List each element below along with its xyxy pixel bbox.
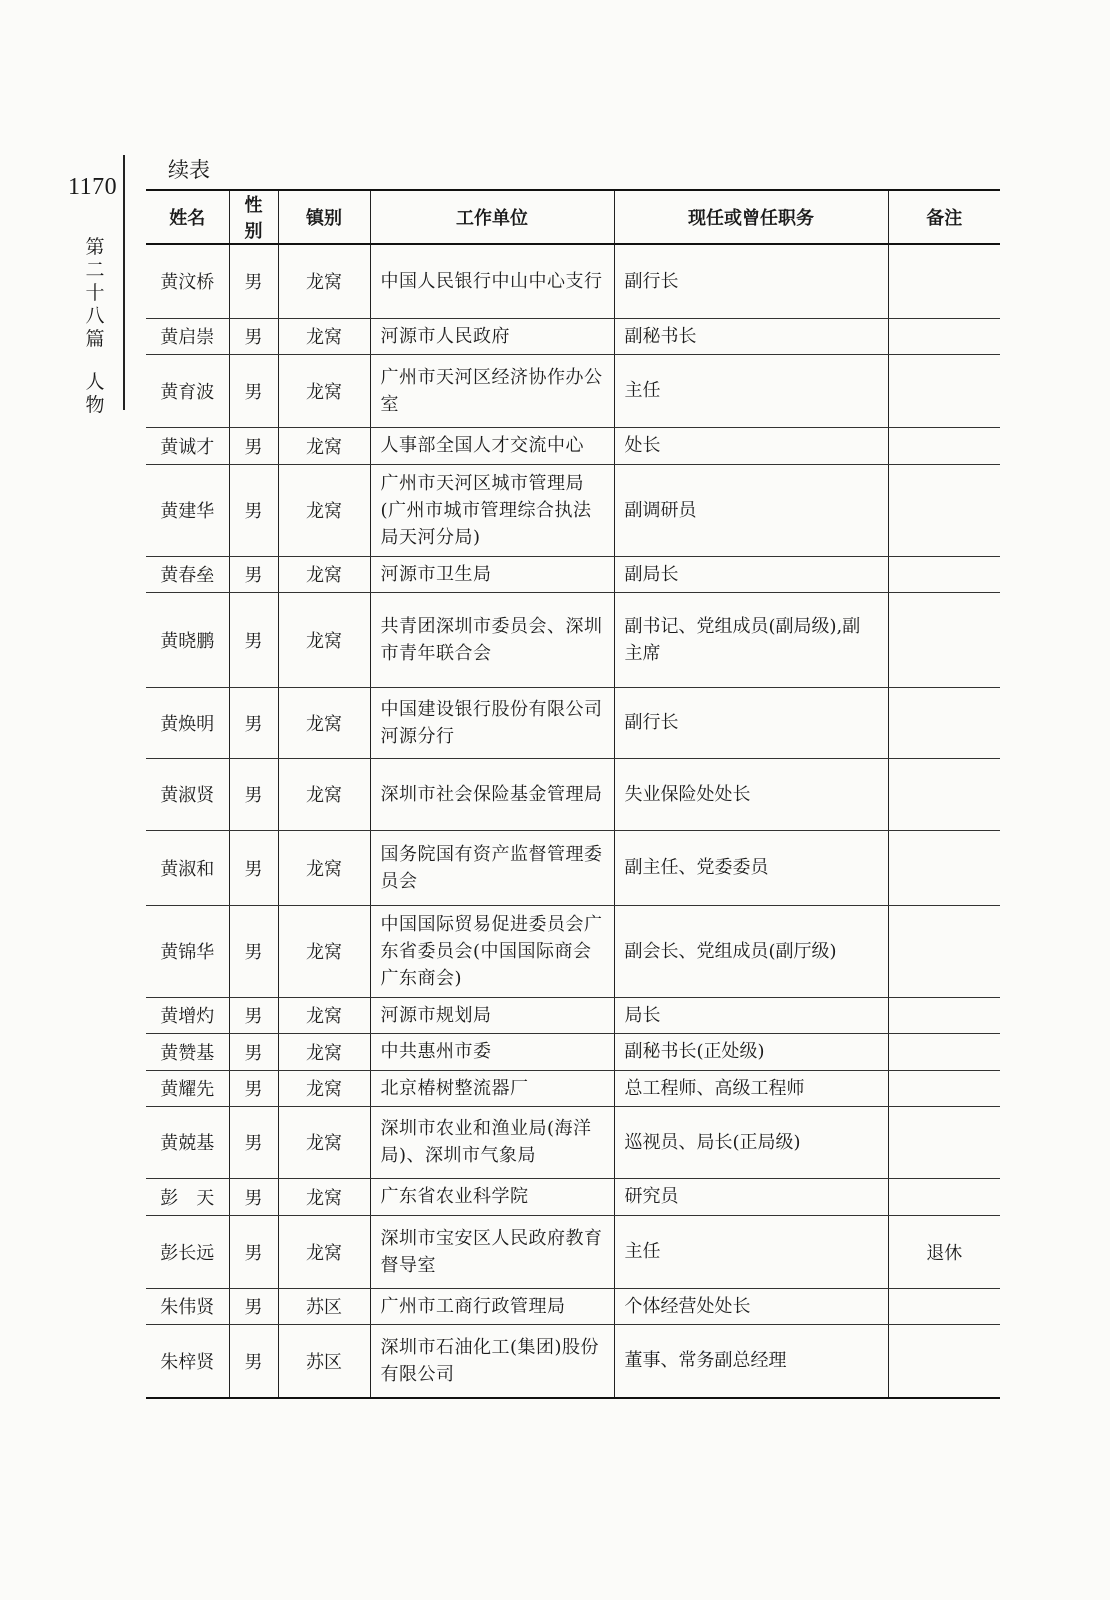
cell-note xyxy=(888,687,1000,758)
cell-name: 黄赞基 xyxy=(146,1033,229,1070)
header-work-unit: 工作单位 xyxy=(370,190,614,244)
cell-note xyxy=(888,905,1000,997)
cell-note xyxy=(888,1070,1000,1106)
cell-sex: 男 xyxy=(229,830,278,905)
cell-name: 彭长远 xyxy=(146,1215,229,1288)
table-row xyxy=(146,427,1000,464)
cell-name: 黄淑和 xyxy=(146,830,229,905)
cell-sex: 男 xyxy=(229,556,278,592)
cell-position: 处长 xyxy=(614,427,888,464)
cell-name: 朱伟贤 xyxy=(146,1288,229,1324)
cell-note xyxy=(888,830,1000,905)
cell-town: 苏区 xyxy=(278,1324,370,1398)
cell-sex: 男 xyxy=(229,318,278,354)
cell-work-unit: 中共惠州市委 xyxy=(370,1033,614,1070)
cell-sex: 男 xyxy=(229,427,278,464)
cell-name: 彭 天 xyxy=(146,1178,229,1215)
cell-position: 副书记、党组成员(副局级),副主席 xyxy=(614,592,888,687)
cell-sex: 男 xyxy=(229,354,278,427)
cell-sex: 男 xyxy=(229,592,278,687)
cell-position: 研究员 xyxy=(614,1178,888,1215)
cell-note xyxy=(888,1324,1000,1398)
cell-town: 龙窝 xyxy=(278,1215,370,1288)
table-row xyxy=(146,1106,1000,1178)
section-label-char: 十 xyxy=(85,282,105,304)
cell-sex: 男 xyxy=(229,1070,278,1106)
cell-sex: 男 xyxy=(229,1288,278,1324)
cell-work-unit: 共青团深圳市委员会、深圳市青年联合会 xyxy=(370,592,614,687)
cell-town: 龙窝 xyxy=(278,1106,370,1178)
cell-name: 黄兢基 xyxy=(146,1106,229,1178)
cell-note xyxy=(888,1106,1000,1178)
table-row xyxy=(146,556,1000,592)
cell-position: 副秘书长(正处级) xyxy=(614,1033,888,1070)
cell-sex: 男 xyxy=(229,1178,278,1215)
cell-position: 副行长 xyxy=(614,687,888,758)
cell-sex: 男 xyxy=(229,758,278,830)
cell-note xyxy=(888,1178,1000,1215)
cell-work-unit: 深圳市农业和渔业局(海洋局)、深圳市气象局 xyxy=(370,1106,614,1178)
cell-town: 龙窝 xyxy=(278,1178,370,1215)
cell-town: 龙窝 xyxy=(278,556,370,592)
cell-sex: 男 xyxy=(229,1324,278,1398)
cell-note xyxy=(888,556,1000,592)
cell-name: 黄育波 xyxy=(146,354,229,427)
cell-work-unit: 北京椿树整流器厂 xyxy=(370,1070,614,1106)
cell-name: 黄春垒 xyxy=(146,556,229,592)
section-label xyxy=(84,236,106,417)
cell-position: 董事、常务副总经理 xyxy=(614,1324,888,1398)
cell-town: 龙窝 xyxy=(278,592,370,687)
cell-sex: 男 xyxy=(229,1215,278,1288)
personnel-table xyxy=(146,189,1000,1399)
cell-note xyxy=(888,427,1000,464)
cell-town: 龙窝 xyxy=(278,318,370,354)
cell-sex: 男 xyxy=(229,905,278,997)
cell-work-unit: 人事部全国人才交流中心 xyxy=(370,427,614,464)
table-row xyxy=(146,318,1000,354)
cell-work-unit: 深圳市宝安区人民政府教育督导室 xyxy=(370,1215,614,1288)
cell-note xyxy=(888,758,1000,830)
cell-work-unit: 河源市卫生局 xyxy=(370,556,614,592)
cell-sex: 男 xyxy=(229,997,278,1033)
section-label-char: 人 xyxy=(85,371,105,393)
cell-name: 黄建华 xyxy=(146,464,229,556)
cell-town: 龙窝 xyxy=(278,464,370,556)
table-row xyxy=(146,1070,1000,1106)
section-label-char: 篇 xyxy=(85,328,105,350)
cell-work-unit: 广东省农业科学院 xyxy=(370,1178,614,1215)
cell-note xyxy=(888,464,1000,556)
cell-work-unit: 中国人民银行中山中心支行 xyxy=(370,244,614,318)
cell-work-unit: 深圳市石油化工(集团)股份有限公司 xyxy=(370,1324,614,1398)
cell-town: 龙窝 xyxy=(278,354,370,427)
cell-note xyxy=(888,997,1000,1033)
cell-name: 黄淑贤 xyxy=(146,758,229,830)
table-row xyxy=(146,1288,1000,1324)
cell-position: 主任 xyxy=(614,1215,888,1288)
cell-position: 主任 xyxy=(614,354,888,427)
header-position: 现任或曾任职务 xyxy=(614,190,888,244)
table-row xyxy=(146,1324,1000,1398)
table-row xyxy=(146,758,1000,830)
cell-town: 龙窝 xyxy=(278,1033,370,1070)
cell-town: 龙窝 xyxy=(278,687,370,758)
cell-position: 副局长 xyxy=(614,556,888,592)
cell-town: 龙窝 xyxy=(278,830,370,905)
cell-position: 个体经营处处长 xyxy=(614,1288,888,1324)
cell-sex: 男 xyxy=(229,1033,278,1070)
cell-note xyxy=(888,354,1000,427)
cell-work-unit: 深圳市社会保险基金管理局 xyxy=(370,758,614,830)
cell-position: 副行长 xyxy=(614,244,888,318)
cell-name: 黄增灼 xyxy=(146,997,229,1033)
table-row xyxy=(146,592,1000,687)
cell-position: 副会长、党组成员(副厅级) xyxy=(614,905,888,997)
cell-name: 朱梓贤 xyxy=(146,1324,229,1398)
cell-name: 黄耀先 xyxy=(146,1070,229,1106)
side-rule xyxy=(123,155,125,410)
table-row xyxy=(146,1178,1000,1215)
cell-position: 总工程师、高级工程师 xyxy=(614,1070,888,1106)
cell-position: 失业保险处处长 xyxy=(614,758,888,830)
table-row xyxy=(146,354,1000,427)
cell-town: 龙窝 xyxy=(278,244,370,318)
table-row xyxy=(146,687,1000,758)
cell-town: 龙窝 xyxy=(278,997,370,1033)
section-label-char: 八 xyxy=(85,305,105,327)
cell-name: 黄诚才 xyxy=(146,427,229,464)
header-town: 镇别 xyxy=(278,190,370,244)
cell-name: 黄锦华 xyxy=(146,905,229,997)
cell-note xyxy=(888,318,1000,354)
cell-town: 龙窝 xyxy=(278,905,370,997)
cell-position: 局长 xyxy=(614,997,888,1033)
table-row xyxy=(146,905,1000,997)
cell-name: 黄汶桥 xyxy=(146,244,229,318)
cell-work-unit: 河源市规划局 xyxy=(370,997,614,1033)
cell-town: 苏区 xyxy=(278,1288,370,1324)
cell-note xyxy=(888,1288,1000,1324)
table-row xyxy=(146,997,1000,1033)
cell-position: 副调研员 xyxy=(614,464,888,556)
table-row xyxy=(146,244,1000,318)
cell-work-unit: 广州市天河区城市管理局(广州市城市管理综合执法局天河分局) xyxy=(370,464,614,556)
cell-name: 黄启崇 xyxy=(146,318,229,354)
continued-label: 续表 xyxy=(168,158,210,182)
cell-work-unit: 广州市工商行政管理局 xyxy=(370,1288,614,1324)
table-row xyxy=(146,1215,1000,1288)
section-label-char: 第 xyxy=(85,236,105,258)
cell-sex: 男 xyxy=(229,687,278,758)
header-name: 姓名 xyxy=(146,190,229,244)
cell-position: 副主任、党委委员 xyxy=(614,830,888,905)
header-note: 备注 xyxy=(888,190,1000,244)
cell-position: 副秘书长 xyxy=(614,318,888,354)
page-number: 1170 xyxy=(68,174,118,200)
table-body xyxy=(146,244,1000,1398)
cell-work-unit: 中国国际贸易促进委员会广东省委员会(中国国际商会广东商会) xyxy=(370,905,614,997)
cell-work-unit: 广州市天河区经济协作办公室 xyxy=(370,354,614,427)
cell-work-unit: 中国建设银行股份有限公司河源分行 xyxy=(370,687,614,758)
cell-sex: 男 xyxy=(229,244,278,318)
cell-work-unit: 国务院国有资产监督管理委员会 xyxy=(370,830,614,905)
cell-name: 黄焕明 xyxy=(146,687,229,758)
cell-town: 龙窝 xyxy=(278,1070,370,1106)
cell-work-unit: 河源市人民政府 xyxy=(370,318,614,354)
table-row xyxy=(146,1033,1000,1070)
cell-position: 巡视员、局长(正局级) xyxy=(614,1106,888,1178)
cell-note xyxy=(888,1033,1000,1070)
table-row xyxy=(146,464,1000,556)
cell-sex: 男 xyxy=(229,464,278,556)
cell-note xyxy=(888,244,1000,318)
section-label-char: 物 xyxy=(85,394,105,416)
cell-town: 龙窝 xyxy=(278,758,370,830)
table-header-row xyxy=(146,190,1000,244)
cell-sex: 男 xyxy=(229,1106,278,1178)
header-sex: 性别 xyxy=(229,190,278,244)
cell-note: 退休 xyxy=(888,1215,1000,1288)
table-row xyxy=(146,830,1000,905)
section-label-char: 二 xyxy=(85,259,105,281)
cell-town: 龙窝 xyxy=(278,427,370,464)
cell-note xyxy=(888,592,1000,687)
cell-name: 黄晓鹏 xyxy=(146,592,229,687)
